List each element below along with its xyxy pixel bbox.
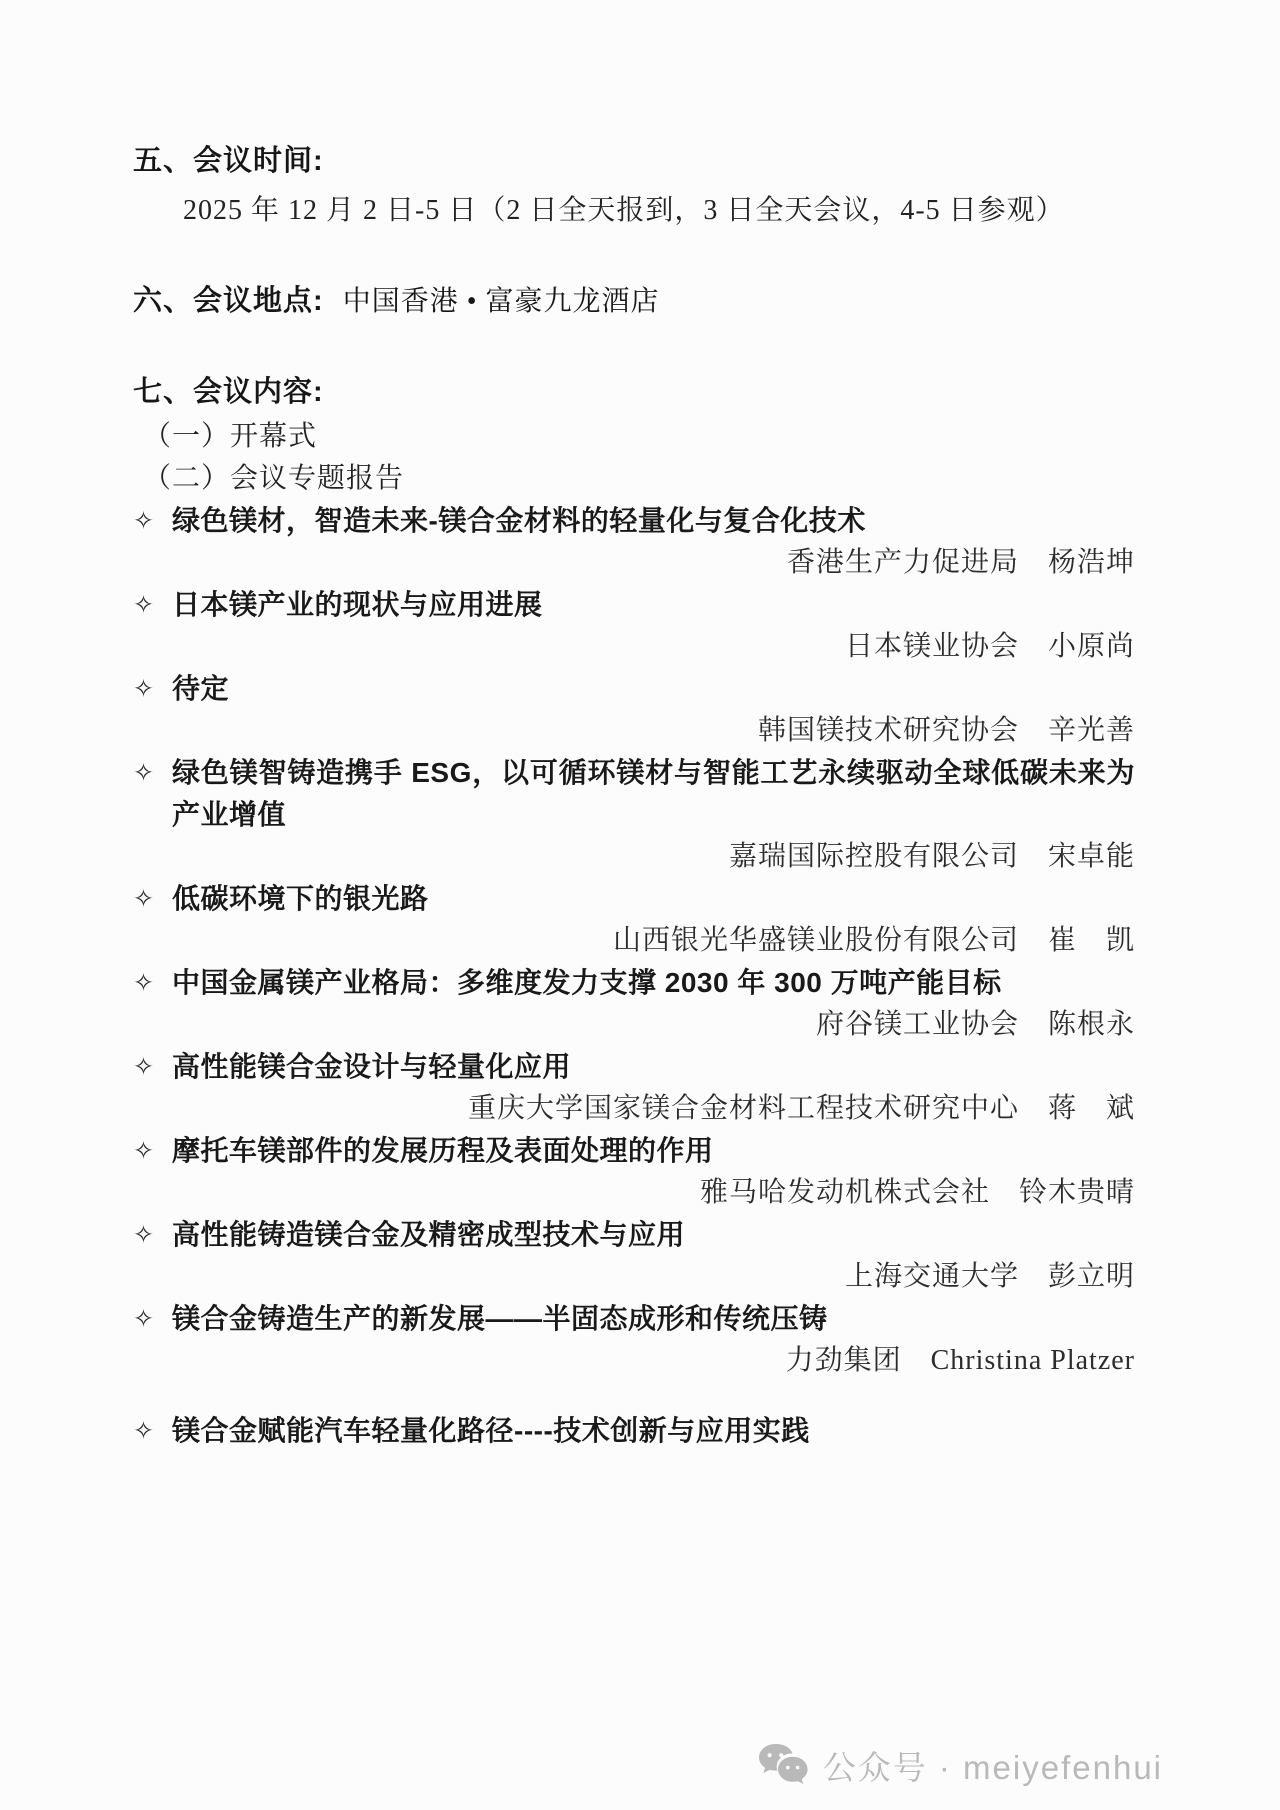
agenda-speaker: 重庆大学国家镁合金材料工程技术研究中心 蒋 斌: [467, 1093, 1135, 1124]
agenda-topic-text: 高性能镁合金设计与轻量化应用: [172, 1051, 572, 1082]
agenda-speaker: 香港生产力促进局 杨浩坤: [786, 547, 1135, 578]
agenda-list: [133, 500, 1135, 1452]
diamond-bullet-icon: ✧: [133, 884, 154, 913]
agenda-topic: [133, 1410, 1135, 1452]
agenda-topic-text: 绿色镁材，智造未来-镁合金材料的轻量化与复合化技术: [172, 505, 866, 536]
agenda-topic: [133, 668, 1135, 710]
agenda-topic: [133, 584, 1135, 626]
diamond-bullet-icon: ✧: [133, 1220, 154, 1249]
agenda-topic-text: 摩托车镁部件的发展历程及表面处理的作用: [172, 1135, 714, 1166]
document-content: [133, 146, 1135, 1452]
agenda-topic-text: 日本镁产业的现状与应用进展: [172, 589, 543, 620]
agenda-speaker: 府谷镁工业协会 陈根永: [815, 1009, 1135, 1040]
diamond-bullet-icon: ✧: [133, 968, 154, 997]
agenda-topic: [133, 1298, 1135, 1340]
agenda-speaker: 山西银光华盛镁业股份有限公司 崔 凯: [612, 925, 1135, 956]
agenda-topic-text: 待定: [172, 673, 230, 704]
agenda-speaker: 上海交通大学 彭立明: [844, 1261, 1135, 1292]
agenda-topic: [133, 1130, 1135, 1172]
content-sub-opening: （一）开幕式: [143, 421, 318, 452]
agenda-topic: [133, 1046, 1135, 1088]
agenda-speaker: 雅马哈发动机株式会社 铃木贵晴: [699, 1177, 1135, 1208]
section-venue-line: [133, 286, 1135, 317]
watermark-label: 公众号 · meiyefenhui: [822, 1749, 1163, 1786]
diamond-bullet-icon: ✧: [133, 1416, 154, 1445]
agenda-speaker: 嘉瑞国际控股有限公司 宋卓能: [728, 841, 1135, 872]
section-venue-body: 中国香港 • 富豪九龙酒店: [342, 286, 660, 317]
content-sub-reports: （二）会议专题报告: [143, 463, 405, 494]
agenda-speaker: 韩国镁技术研究协会 辛光善: [757, 715, 1135, 746]
diamond-bullet-icon: ✧: [133, 1136, 154, 1165]
agenda-speaker: 日本镁业协会 小原尚: [844, 631, 1135, 662]
agenda-topic: [133, 1214, 1135, 1256]
agenda-topic: [133, 752, 1135, 836]
diamond-bullet-icon: ✧: [133, 506, 154, 535]
diamond-bullet-icon: ✧: [133, 590, 154, 619]
watermark-footer: [757, 1742, 1163, 1789]
diamond-bullet-icon: ✧: [133, 1304, 154, 1333]
agenda-topic-text: 绿色镁智铸造携手 ESG，以可循环镁材与智能工艺永续驱动全球低碳未来为产业增值: [172, 757, 1135, 830]
agenda-speaker: 力劲集团 Christina Platzer: [785, 1345, 1135, 1376]
agenda-topic: [133, 878, 1135, 920]
section-content-heading: 七、会议内容:: [133, 376, 324, 408]
agenda-topic: [133, 500, 1135, 542]
agenda-topic-text: 中国金属镁产业格局：多维度发力支撑 2030 年 300 万吨产能目标: [172, 967, 1002, 998]
section-venue-heading: 六、会议地点:: [133, 285, 324, 317]
agenda-topic-text: 高性能铸造镁合金及精密成型技术与应用: [172, 1219, 686, 1250]
wechat-icon: [757, 1743, 809, 1789]
diamond-bullet-icon: ✧: [133, 1052, 154, 1081]
agenda-topic-text: 低碳环境下的银光路: [172, 883, 429, 914]
agenda-topic: [133, 962, 1135, 1004]
diamond-bullet-icon: ✧: [133, 674, 154, 703]
diamond-bullet-icon: ✧: [133, 758, 154, 787]
section-time-heading: 五、会议时间:: [133, 145, 324, 177]
agenda-topic-text: 镁合金铸造生产的新发展——半固态成形和传统压铸: [172, 1303, 828, 1334]
agenda-topic-text: 镁合金赋能汽车轻量化路径----技术创新与应用实践: [172, 1415, 810, 1446]
section-time-body: 2025 年 12 月 2 日-5 日（2 日全天报到，3 日全天会议，4-5 日参观）: [183, 195, 1065, 226]
